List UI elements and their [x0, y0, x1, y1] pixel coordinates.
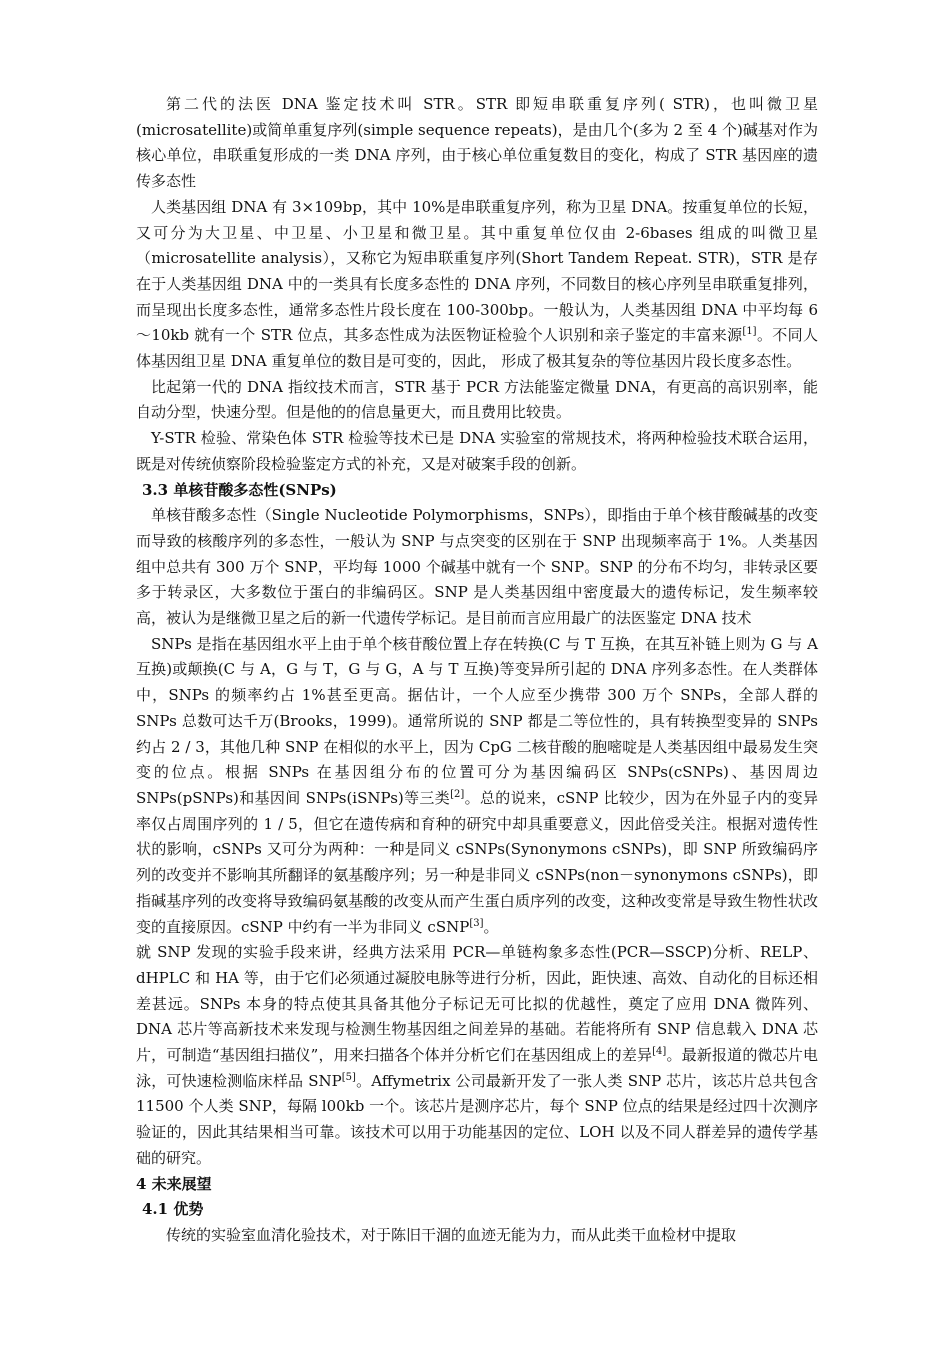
body-paragraph	[136, 426, 818, 477]
document-body	[136, 92, 818, 1249]
text-run: SNPs 是指在基因组水平上由于单个核苷酸位置上存在转换(C 与 T 互换，在其互补链上则为 G 与 A 互换)或颠换(C 与 A，G 与 T，G 与 G，A 与 T 互换)等变异所引起的 DNA 序列多态性。在人类群体中，SNPs 的频率约占 1%甚至更高。据估计，一个人应至少携带 300 万个 SNPs，全部人群的 SNPs 总数可达千万(Brooks，1999)。通常所说的 SNP 都是二等位性的，具有转换型变异的 SNPs 约占 2 / 3，其他几种 SNP 在相似的水平上，因为 CpG 二核苷酸的胞嘧啶是人类基因组中最易发生突变的位点。根据 SNPs 在基因组分布的位置可分为基因编码区 SNPs(cSNPs)、基因周边 SNPs(pSNPs)和基因间 SNPs(iSNPs)等三类	[136, 634, 818, 807]
body-paragraph	[136, 503, 818, 632]
text-run: 第二代的法医 DNA 鉴定技术叫 STR。STR 即短串联重复序列( STR)，也叫微卫星(microsatellite)或简单重复序列(simple sequence repeats)，是由几个(多为 2 至 4 个)碱基对作为核心单位，串联重复形成的一类 DNA 序列，由于核心单位重复数目的变化，构成了 STR 基因座的遗传多态性	[136, 95, 818, 191]
subsection-heading	[136, 478, 818, 504]
text-run: 。	[483, 917, 499, 936]
text-run: 。总的说来，cSNP 比较少，因为在外显子内的变异率仅占周围序列的 1 / 5，但它在遗传病和育种的研究中却具重要意义，因此倍受关注。根据对遗传性状的影响，cSNPs 又可分为两种：一种是同义 cSNPs(Synonymons cSNPs)，即 SNP 所致编码序列的改变并不影响其所翻译的氨基酸序列；另一种是非同义 cSNPs(non－synonymons cSNPs)，即指碱基序列的改变将导致编码氨基酸的改变从而产生蛋白质序列的改变，这种改变常是导致生物性状改变的直接原因。cSNP 中约有一半为非同义 cSNP	[136, 788, 818, 936]
section-heading	[136, 1172, 818, 1198]
text-run: 3.3 单核苷酸多态性(SNPs)	[142, 480, 337, 499]
text-run: 就 SNP 发现的实验手段来讲，经典方法采用 PCR—单链构象多态性(PCR—SSCP)分析、RELP、dHPLC 和 HA 等，由于它们必须通过凝胶电脉等进行分析，因此，距快速、高效、自动化的目标还相差甚远。SNPs 本身的特点使其具备其他分子标记无可比拟的优越性，奠定了应用 DNA 微阵列、DNA 芯片等高新技术来发现与检测生物基因组之间差异的基础。若能将所有 SNP 信息载入 DNA 芯片，可制造“基因组扫描仪”，用来扫描各个体并分析它们在基因组成上的差异	[136, 943, 818, 1065]
text-run: 人类基因组 DNA 有 3×109bp，其中 10%是串联重复序列，称为卫星 DNA。按重复单位的长短，又可分为大卫星、中卫星、小卫星和微卫星。其中重复单位仅由 2-6bases 组成的叫微卫星（microsatellite analysis），又称它为短串联重复序列(Short Tandem Repeat. STR)，STR 是存在于人类基因组 DNA 中的一类具有长度多态性的 DNA 序列，不同数目的核心序列呈串联重复排列，而呈现出长度多态性，通常多态性片段长度在 100-300bp。一般认为，人类基因组 DNA 中平均每 6～10kb 就有一个 STR 位点，其多态性成为法医物证检验个人识别和亲子鉴定的丰富来源	[136, 197, 818, 345]
citation-ref: [4]	[652, 1046, 667, 1058]
citation-ref: [5]	[341, 1071, 356, 1083]
citation-ref: [1]	[742, 326, 757, 338]
text-run: 4 未来展望	[136, 1174, 212, 1193]
body-paragraph	[136, 632, 818, 940]
text-run: 单核苷酸多态性（Single Nucleotide Polymorphisms，SNPs），即指由于单个核苷酸碱基的改变而导致的核酸序列的多态性，一般认为 SNP 与点突变的区别在于 SNP 出现频率高于 1%。人类基因组中总共有 300 万个 SNP，平均每 1000 个碱基中就有一个 SNP。SNP 的分布不均匀，非转录区要多于转录区，大多数位于蛋白的非编码区。SNP 是人类基因组中密度最大的遗传标记，发生频率较高，被认为是继微卫星之后的新一代遗传学标记。是目前而言应用最广的法医鉴定 DNA 技术	[136, 506, 818, 628]
body-paragraph	[136, 375, 818, 426]
text-run: 。Affymetrix 公司最新开发了一张人类 SNP 芯片，该芯片总共包含 11500 个人类 SNP，每隔 l00kb 一个。该芯片是测序芯片，每个 SNP 位点的结果是经过四十次测序验证的，因此其结果相当可靠。该技术可以用于功能基因的定位、LOH 以及不同人群差异的遗传学基础的研究。	[136, 1071, 818, 1167]
text-run: Y-STR 检验、常染色体 STR 检验等技术已是 DNA 实验室的常规技术，将两种检验技术联合运用，既是对传统侦察阶段检验鉴定方式的补充，又是对破案手段的创新。	[136, 429, 818, 473]
body-paragraph	[136, 195, 818, 375]
subsection-heading	[136, 1197, 818, 1223]
text-run: 。最新报道的微芯片电泳，可快速检测临床样品 SNP	[136, 1046, 818, 1090]
body-paragraph	[136, 940, 818, 1171]
body-paragraph	[136, 1223, 818, 1249]
body-paragraph	[136, 92, 818, 195]
text-run: 比起第一代的 DNA 指纹技术而言，STR 基于 PCR 方法能鉴定微量 DNA，有更高的高识别率，能自动分型，快速分型。但是他的的信息量更大，而且费用比较贵。	[136, 377, 818, 422]
citation-ref: [3]	[469, 917, 484, 929]
text-run: 传统的实验室血清化验技术，对于陈旧干涸的血迹无能为力，而从此类干血检材中提取	[166, 1225, 737, 1244]
text-run: 。不同人体基因组卫星 DNA 重复单位的数目是可变的，因此， 形成了极其复杂的等位基因片段长度多态性。	[136, 326, 818, 371]
citation-ref: [2]	[450, 788, 465, 800]
text-run: 4.1 优势	[142, 1200, 204, 1219]
